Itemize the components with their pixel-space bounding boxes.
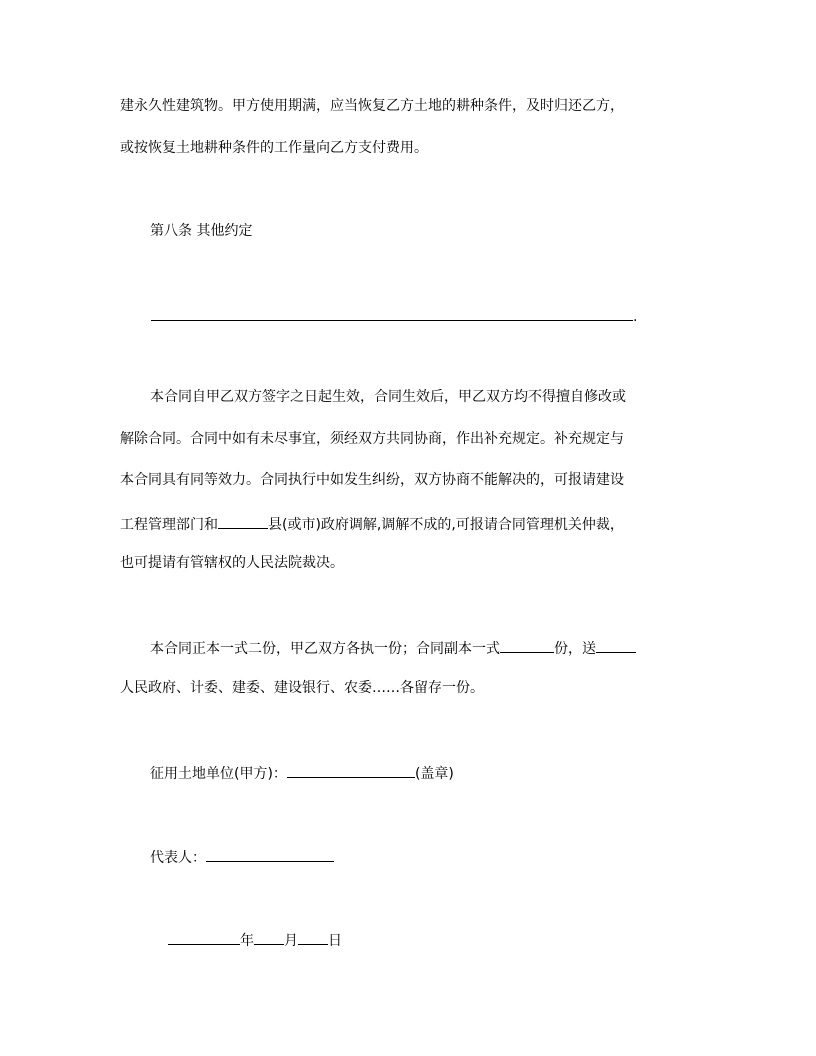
text-segment: 县(或市)政府调解,调解不成的,可报请合同管理机关仲裁，	[268, 517, 624, 533]
line-end-period: .	[633, 309, 638, 325]
fill-blank	[596, 636, 636, 653]
text-line: 也可提请有管辖权的人民法院裁决。	[120, 555, 344, 571]
date-line	[168, 928, 342, 948]
other-agreement-line	[151, 304, 637, 324]
text-line: 或按恢复土地耕种条件的工作量向乙方支付费用。	[120, 140, 428, 156]
text-line	[120, 512, 624, 532]
fill-blank	[151, 304, 633, 321]
text-line: 解除合同。合同中如有未尽事宜，须经双方共同协商，作出补充规定。补充规定与	[120, 431, 624, 447]
signature-party-a	[150, 761, 454, 781]
article-heading: 第八条 其他约定	[150, 223, 253, 239]
fill-blank	[206, 845, 334, 862]
text-segment: 份，送	[554, 641, 596, 657]
text-line: 本合同自甲乙双方签字之日起生效，合同生效后，甲乙双方均不得擅自修改或	[150, 389, 626, 405]
seal-label: (盖章)	[414, 766, 454, 782]
date-year-label: 年	[240, 933, 254, 949]
text-segment: 工程管理部门和	[120, 517, 218, 533]
fill-blank	[298, 928, 328, 945]
fill-blank	[218, 512, 268, 529]
text-segment: 本合同正本一式二份，甲乙双方各执一份；合同副本一式	[150, 641, 500, 657]
fill-blank	[500, 636, 554, 653]
signature-representative	[150, 845, 334, 865]
text-line	[150, 636, 636, 656]
date-day-label: 日	[328, 933, 342, 949]
signature-label: 征用土地单位(甲方)：	[150, 766, 287, 782]
text-line: 本合同具有同等效力。合同执行中如发生纠纷，双方协商不能解决的，可报请建设	[120, 472, 624, 488]
date-month-label: 月	[284, 933, 298, 949]
fill-blank	[168, 928, 240, 945]
fill-blank	[254, 928, 284, 945]
text-line: 建永久性建筑物。甲方使用期满，应当恢复乙方土地的耕种条件，及时归还乙方，	[120, 98, 624, 114]
text-line: 人民政府、计委、建委、建设银行、农委……各留存一份。	[120, 680, 484, 696]
fill-blank	[287, 761, 415, 778]
signature-label: 代表人：	[150, 850, 206, 866]
